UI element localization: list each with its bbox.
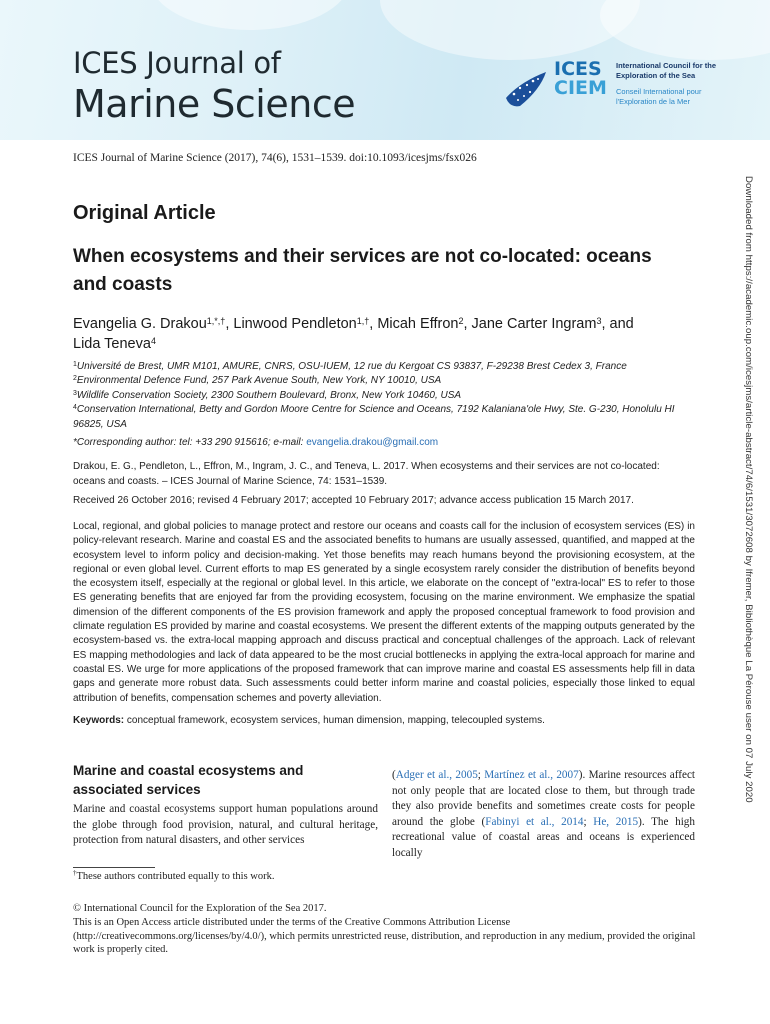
reference-link[interactable]: He, 2015	[593, 815, 639, 828]
affiliation-number: 2	[73, 375, 77, 383]
journal-title-line1: ICES Journal of	[73, 46, 281, 80]
banner-wave	[150, 0, 350, 30]
journal-banner	[0, 0, 770, 140]
reference-link[interactable]: Fabinyi et al., 2014	[485, 815, 584, 828]
received-dates: Received 26 October 2016; revised 4 February 2017; accepted 10 February 2017; advance access publication 15 March 2017.	[73, 495, 634, 506]
body-column-right	[392, 768, 695, 862]
affiliation-text: Environmental Defence Fund, 257 Park Avenue South, New York, NY 10010, USA	[76, 375, 442, 387]
affiliation-item	[73, 389, 703, 403]
affiliation-number: 3	[73, 389, 77, 397]
corresponding-author	[73, 437, 438, 448]
ices-label: ICES	[554, 58, 602, 80]
footnote	[73, 871, 275, 882]
body-column-left	[73, 761, 378, 849]
text-fragment: ;	[583, 815, 594, 828]
text-fragment: ). The high recreational value of coastal areas and oceans is experienced locally	[392, 815, 695, 859]
cite-as: Drakou, E. G., Pendleton, L., Effron, M., Ingram, J. C., and Teneva, L. 2017. When ecosystems and their services are not co-located: oceans and coasts. – ICES Journal of Marine Science, 74: 1531–1539.	[73, 461, 660, 487]
keywords-text: conceptual framework, ecosystem services, human dimension, mapping, telecoupled systems.	[124, 715, 545, 726]
author-name: Linwood Pendleton	[233, 316, 357, 332]
keywords-label: Keywords:	[73, 715, 125, 726]
author-sup: 1,†	[356, 316, 370, 326]
section-body-left: Marine and coastal ecosystems support human populations around the globe through food provision, natural, and cultural heritage, protection from natural disasters, and other services	[73, 803, 378, 847]
footnote-text: These authors contributed equally to this work.	[76, 871, 275, 882]
author-separator: ,	[369, 316, 378, 332]
affiliation-item	[73, 360, 703, 374]
affiliation-number: 4	[73, 404, 77, 412]
text-fragment: ;	[477, 769, 485, 781]
author-sup: 2	[458, 316, 464, 326]
journal-citation: ICES Journal of Marine Science (2017), 74(6), 1531–1539. doi:10.1093/icesjms/fsx026	[73, 152, 477, 164]
author-name: Jane Carter Ingram	[471, 316, 597, 332]
affiliation-list	[73, 360, 703, 432]
article-type: Original Article	[73, 202, 216, 224]
reference-link[interactable]: Martínez et al., 2007	[484, 769, 579, 781]
footnote-mark: †	[73, 869, 77, 877]
affiliation-number: 1	[73, 361, 77, 368]
keywords	[73, 715, 545, 726]
affiliation-item	[73, 403, 703, 432]
author-separator: ,	[463, 316, 472, 332]
text-fragment: (	[392, 769, 396, 781]
abstract: Local, regional, and global policies to manage protect and restore our oceans and coasts call for the inclusion of ecosystem services (ES) in policy-relevant research. Marine and coastal ES and the associated benefits to humans are usually assessed, quantified, and mapped at the ecosystem level to inform policy and decision-making. Yet those benefits may reach humans beyond the provisioning ecosystem, at the regional or even global level. Current efforts to map ES generated by a single ecosystem rarely consider the distribution of benefits beyond the ecosystem itself, especially at the regional or global level. In this article, we elaborate on the concept of "extra-local" ES to refer to those ES generating benefits that are enjoyed far from the providing ecosystem, focusing on the marine environment. We emphasize the spatial dimension of the different components of the ES provision framework and apply the proposed conceptual framework to food provision and climate regulation ES provided by marine and coastal ecosystems. We present the different extents of the mapping outputs generated by the ecosystem-based vs. the extra-local mapping approach and discuss practical and conceptual challenges of the approach. Lack of relevant ES mapping methodologies and lack of data appeared to be the most crucial bottlenecks in applying the extra-local approach for marine and coastal ES. We urge for more applications of the proposed framework that can improve marine and coastal ES assessments help fill in data gaps and generate more robust data. Such assessments could better inform marine and coastal policies, especially those linked to equal attribution of benefits, compensation schemes and poverty alleviation.	[73, 521, 695, 704]
text-fragment: ). Marine resources affect not only people that are located close to them, but through trade they also provide benefits and sometimes create costs for people around the globe (	[392, 769, 696, 828]
ices-wordmark	[554, 60, 607, 98]
license-block	[73, 902, 698, 957]
author-name: Lida Teneva	[73, 336, 151, 352]
council-name-fr: Conseil International pour l'Exploration de la Mer	[616, 87, 702, 106]
ciem-label: CIEM	[554, 77, 607, 99]
download-note-text: Downloaded from https://academic.oup.com/icesjms/article-abstract/74/6/1531/3072608 by Ifremer, Bibliothèque La Pérouse user on 07 July 2020	[743, 176, 754, 803]
author-name: Evangelia G. Drakou	[73, 316, 207, 332]
affiliation-item	[73, 374, 703, 388]
journal-title-line2: Marine Science	[73, 82, 356, 126]
author-separator: ,	[225, 316, 234, 332]
author-separator: , and	[601, 316, 634, 332]
footnote-divider	[73, 867, 155, 868]
reference-link[interactable]: Adger et al., 2005	[395, 769, 478, 781]
affiliation-text: Conservation International, Betty and Gordon Moore Centre for Science and Oceans, 7192 Kalaniana'ole Hwy, Ste. G-230, Honolulu HI 96825, USA	[73, 404, 675, 430]
author-sup: 3	[596, 316, 602, 326]
author-name: Micah Effron	[377, 316, 459, 332]
author-list	[73, 314, 693, 354]
download-note	[742, 176, 754, 1016]
affiliation-text: Wildlife Conservation Society, 2300 Southern Boulevard, Bronx, New York 10460, USA	[76, 389, 462, 401]
author-sup: 1,*,†	[206, 316, 226, 326]
author-sup: 4	[150, 336, 156, 346]
banner-wave	[600, 0, 770, 60]
corresponding-prefix: *Corresponding author: tel: +33 290 915616; e-mail:	[73, 437, 307, 448]
email-link[interactable]: evangelia.drakou@gmail.com	[306, 437, 439, 448]
copyright-line: © International Council for the Exploration of the Sea 2017.	[73, 903, 327, 914]
council-name-en: International Council for the Exploration of the Sea	[616, 61, 717, 80]
license-text: This is an Open Access article distributed under the terms of the Creative Commons Attribution License (http://creativecommons.org/licenses/by/4.0/), which permits unrestricted reuse, distribution, and reproduction in any medium, provided the original work is properly cited.	[73, 916, 696, 956]
affiliation-text: Université de Brest, UMR M101, AMURE, CNRS, OSU-IUEM, 12 rue du Kergoat CS 93837, F-29238 Brest Cedex 3, France	[76, 361, 627, 372]
article-title: When ecosystems and their services are not co-located: oceans and coasts	[73, 246, 652, 295]
section-heading: Marine and coastal ecosystems and associated services	[73, 763, 304, 797]
